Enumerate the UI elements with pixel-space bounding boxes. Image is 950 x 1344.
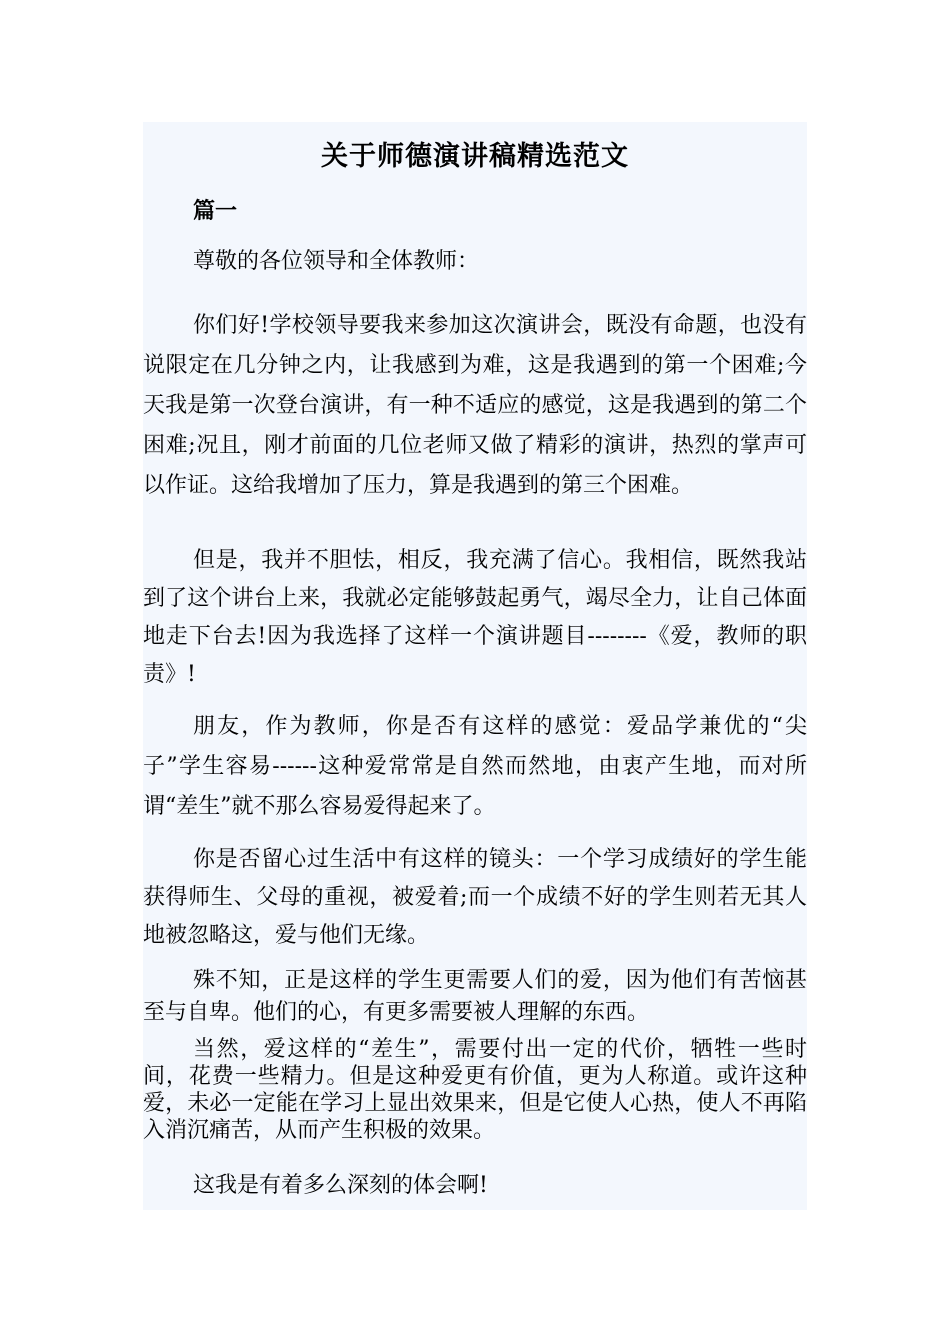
document-title: 关于师德演讲稿精选范文 xyxy=(321,141,629,172)
paragraph-1: 你们好!学校领导要我来参加这次演讲会，既没有命题，也没有说限定在几分钟之内，让我感到为难，这是我遇到的第一个困难;今天我是第一次登台演讲，有一种不适应的感觉，这是我遇到的第二个困难;况且，刚才前面的几位老师又做了精彩的演讲，热烈的掌声可以作证。这给我增加了压力，算是我遇到的第三个困难。 xyxy=(143,313,807,498)
paragraph-7: 这我是有着多么深刻的体会啊! xyxy=(193,1173,488,1198)
section-heading: 篇一 xyxy=(193,198,238,224)
paragraph-4: 你是否留心过生活中有这样的镜头：一个学习成绩好的学生能获得师生、父母的重视，被爱着;而一个成绩不好的学生则若无其人地被忽略这，爱与他们无缘。 xyxy=(143,847,807,948)
paragraph-6: 当然，爱这样的“差生”，需要付出一定的代价，牺牲一些时间，花费一些精力。但是这种爱更有价值，更为人称道。或许这种爱，未必一定能在学习上显出效果来，但是它使人心热，使人不再陷入消沉痛苦，从而产生积极的效果。 xyxy=(143,1037,807,1143)
paragraph-5: 殊不知，正是这样的学生更需要人们的爱，因为他们有苦恼甚至与自卑。他们的心，有更多需要被人理解的东西。 xyxy=(143,968,807,1025)
paragraph-2: 但是，我并不胆怯，相反，我充满了信心。我相信，既然我站到了这个讲台上来，我就必定能够鼓起勇气，竭尽全力，让自己体面地走下台去!因为我选择了这样一个演讲题目--------《爱，教师的职责》! xyxy=(143,548,807,687)
salutation: 尊敬的各位领导和全体教师： xyxy=(193,249,480,274)
paragraph-3: 朋友，作为教师，你是否有这样的感觉：爱品学兼优的“尖子”学生容易------这种爱常常是自然而然地，由衷产生地，而对所谓“差生”就不那么容易爱得起来了。 xyxy=(143,714,807,819)
